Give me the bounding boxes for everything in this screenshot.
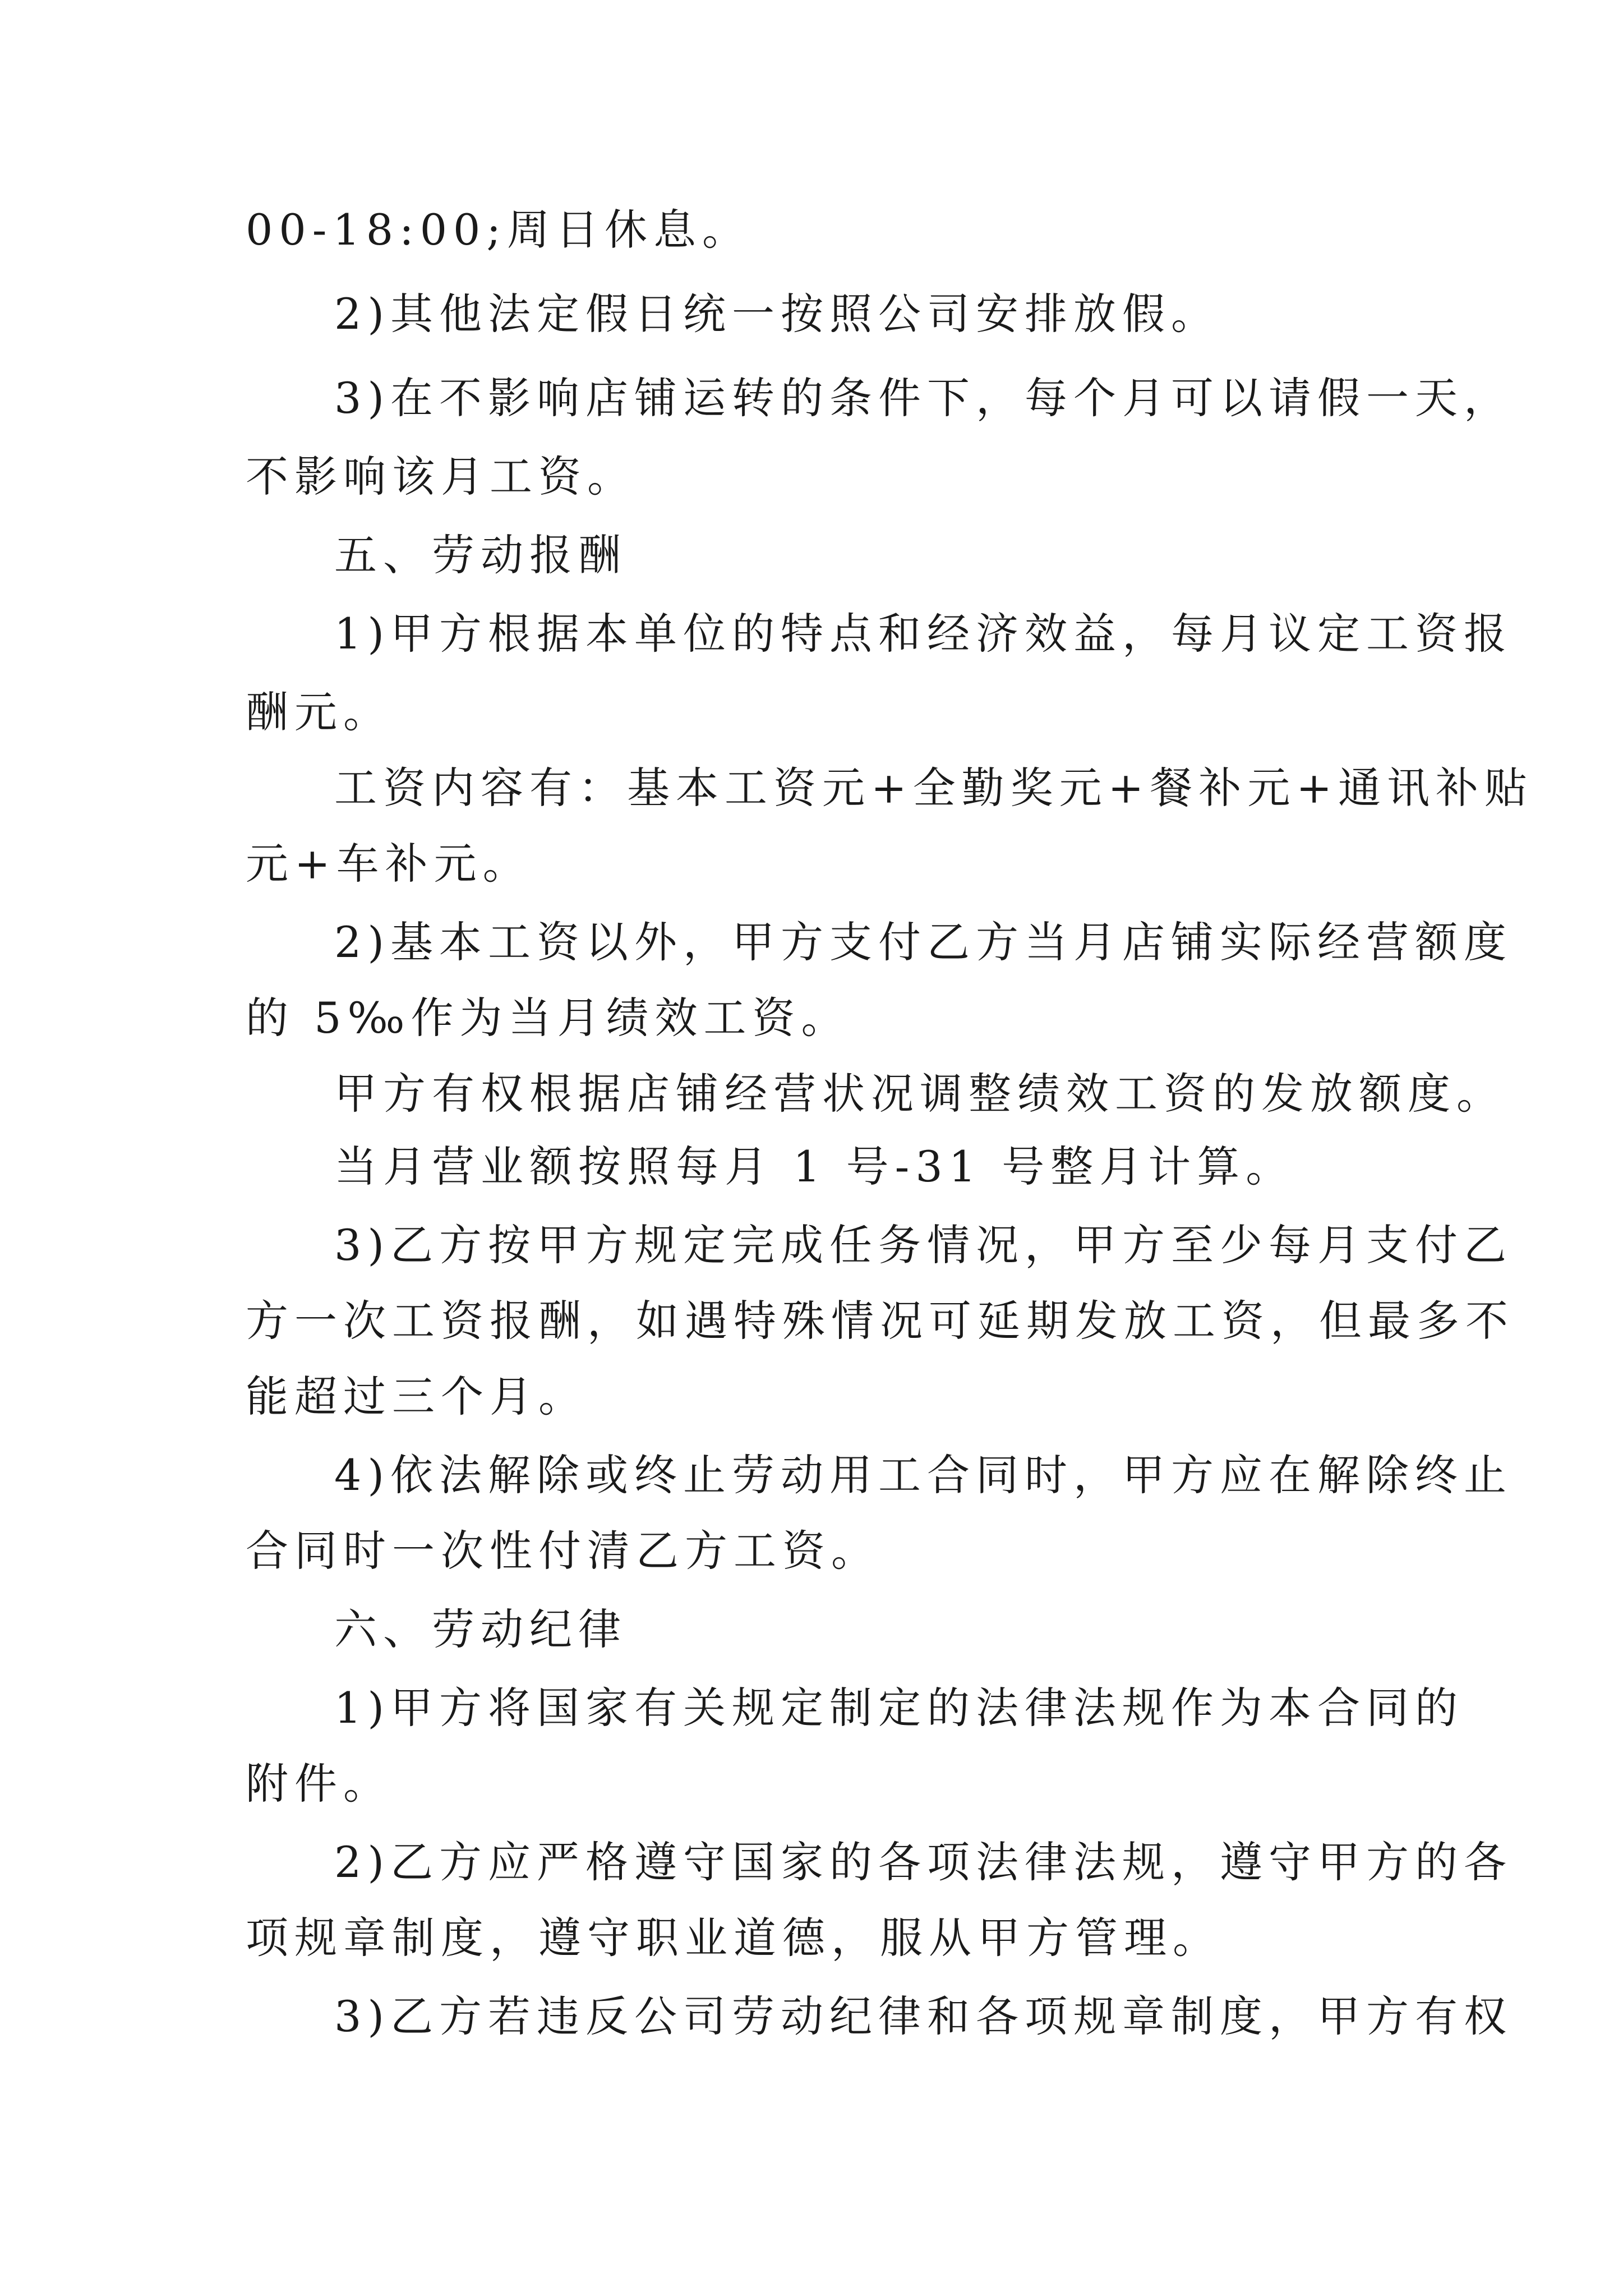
section-heading: 六、劳动纪律 <box>334 1604 627 1654</box>
text-line: 甲方有权根据店铺经营状况调整绩效工资的发放额度。 <box>334 1069 1505 1119</box>
text-line: 合同时一次性付清乙方工资。 <box>246 1526 880 1576</box>
text-line: 1)甲方根据本单位的特点和经济效益，每月议定工资报 <box>334 609 1513 659</box>
text-line: 不影响该月工资。 <box>246 452 636 501</box>
text-line: 2)其他法定假日统一按照公司安排放假。 <box>334 289 1220 339</box>
text-line: 当月营业额按照每月 1 号-31 号整月计算。 <box>334 1142 1295 1191</box>
text-line: 4)依法解除或终止劳动用工合同时，甲方应在解除终止 <box>334 1450 1513 1500</box>
section-heading: 五、劳动报酬 <box>334 530 627 580</box>
text-line: 方一次工资报酬，如遇特殊情况可延期发放工资，但最多不 <box>246 1296 1514 1346</box>
text-line: 酬元。 <box>246 687 392 737</box>
text-line: 3)乙方若违反公司劳动纪律和各项规章制度，甲方有权 <box>334 1991 1513 2041</box>
text-line: 元+车补元。 <box>246 839 532 889</box>
text-line: 的 5‰作为当月绩效工资。 <box>246 993 850 1043</box>
text-line: 附件。 <box>246 1759 392 1809</box>
text-line: 工资内容有：基本工资元+全勤奖元+餐补元+通讯补贴 <box>334 763 1534 813</box>
text-line: 项规章制度，遵守职业道德，服从甲方管理。 <box>246 1913 1221 1963</box>
text-line: 1)甲方将国家有关规定制定的法律法规作为本合同的 <box>334 1683 1464 1733</box>
text-line: 3)在不影响店铺运转的条件下，每个月可以请假一天， <box>334 373 1513 423</box>
text-line: 2)乙方应严格遵守国家的各项法律法规，遵守甲方的各 <box>334 1837 1513 1887</box>
text-line: 2)基本工资以外，甲方支付乙方当月店铺实际经营额度 <box>334 917 1513 967</box>
text-line: 00-18:00;周日休息。 <box>246 205 751 255</box>
text-line: 能超过三个月。 <box>246 1372 587 1421</box>
text-line: 3)乙方按甲方规定完成任务情况，甲方至少每月支付乙 <box>334 1220 1513 1270</box>
